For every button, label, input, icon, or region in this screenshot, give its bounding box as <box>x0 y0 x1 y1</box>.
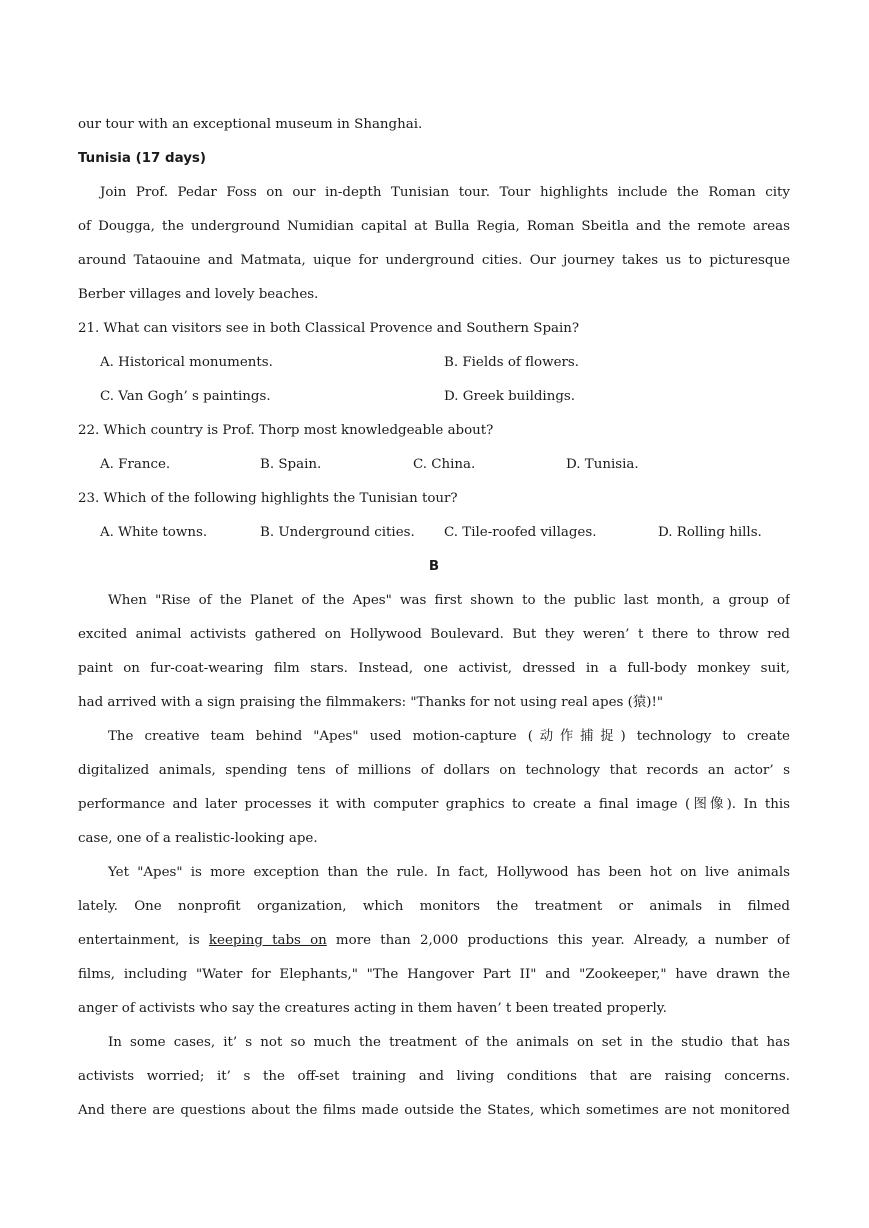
passage-b-p3-line-5: anger of activists who say the creatures acting in them haven’ t been treated properly. <box>78 1001 667 1016</box>
passage-b-p4-line-2: activists worried; it’ s the off-set training and living conditions that are raising concerns. <box>78 1069 790 1084</box>
question-22-option-c: C. China. <box>413 457 476 472</box>
question-22-option-d: D. Tunisia. <box>566 457 639 472</box>
question-22-option-b: B. Spain. <box>260 457 322 472</box>
question-22-stem: 22. Which country is Prof. Thorp most knowledgeable about? <box>78 423 494 438</box>
question-23-option-c: C. Tile-roofed villages. <box>444 525 597 540</box>
passage-b-p3-line-3 <box>78 924 790 958</box>
question-21-stem: 21. What can visitors see in both Classical Provence and Southern Spain? <box>78 321 580 336</box>
question-23-option-d: D. Rolling hills. <box>658 525 762 540</box>
section-b-label: B <box>428 559 440 574</box>
passage-b-p1-line-1: When "Rise of the Planet of the Apes" was first shown to the public last month, a group of <box>108 593 790 608</box>
passage-b-p3-line-3-before: entertainment, is <box>78 933 209 948</box>
tunisia-line-1: Join Prof. Pedar Foss on our in-depth Tunisian tour. Tour highlights include the Roman city <box>100 185 790 200</box>
question-21-option-b: B. Fields of flowers. <box>444 355 580 370</box>
question-21-options-row-1 <box>78 346 790 380</box>
tunisia-heading: Tunisia (17 days) <box>78 151 207 166</box>
passage-b-p2-line-3: performance and later processes it with computer graphics to create a final image (图像). In this <box>78 797 790 812</box>
question-22-option-a: A. France. <box>100 457 171 472</box>
passage-b-p1-line-3: paint on fur-coat-wearing film stars. Instead, one activist, dressed in a full-body monkey suit, <box>78 661 790 676</box>
passage-b-p1-line-2: excited animal activists gathered on Hollywood Boulevard. But they weren’ t there to throw red <box>78 627 790 642</box>
question-21-option-d: D. Greek buildings. <box>444 389 576 404</box>
tunisia-line-4: Berber villages and lovely beaches. <box>78 287 319 302</box>
question-21-option-a: A. Historical monuments. <box>100 355 273 370</box>
question-21-option-c: C. Van Gogh’ s paintings. <box>100 389 271 404</box>
passage-b-p2-line-1: The creative team behind "Apes" used motion-capture (动作捕捉) technology to create <box>108 729 790 744</box>
passage-b-p3-line-4: films, including "Water for Elephants," "The Hangover Part II" and "Zookeeper," have drawn the <box>78 967 790 982</box>
tunisia-line-3: around Tataouine and Matmata, uique for underground cities. Our journey takes us to picturesque <box>78 253 790 268</box>
passage-b-p2-line-2: digitalized animals, spending tens of millions of dollars on technology that records an actor’ s <box>78 763 790 778</box>
tunisia-line-2: of Dougga, the underground Numidian capital at Bulla Regia, Roman Sbeitla and the remote areas <box>78 219 790 234</box>
passage-b-p1-line-4: had arrived with a sign praising the filmmakers: "Thanks for not using real apes (猿)!" <box>78 695 664 710</box>
passage-a-tail-line: our tour with an exceptional museum in Shanghai. <box>78 117 423 132</box>
question-23-option-b: B. Underground cities. <box>260 525 415 540</box>
question-23-option-a: A. White towns. <box>100 525 208 540</box>
passage-b-p3-line-1: Yet "Apes" is more exception than the rule. In fact, Hollywood has been hot on live animals <box>108 865 790 880</box>
passage-b-p2-line-4: case, one of a realistic-looking ape. <box>78 831 318 846</box>
passage-b-p4-line-1: In some cases, it’ s not so much the treatment of the animals on set in the studio that has <box>108 1035 790 1050</box>
passage-b-p3-line-3-after: more than 2,000 productions this year. Already, a number of <box>326 933 790 948</box>
question-23-stem: 23. Which of the following highlights the Tunisian tour? <box>78 491 458 506</box>
question-22-options <box>78 448 790 482</box>
question-23-options <box>78 516 790 550</box>
document-page <box>78 108 790 1128</box>
question-21-options-row-2 <box>78 380 790 414</box>
passage-b-p4-line-3: And there are questions about the films made outside the States, which sometimes are not monitored <box>78 1103 790 1118</box>
underlined-phrase: keeping tabs on <box>208 933 327 948</box>
passage-b-p3-line-2: lately. One nonprofit organization, which monitors the treatment or animals in filmed <box>78 899 790 914</box>
